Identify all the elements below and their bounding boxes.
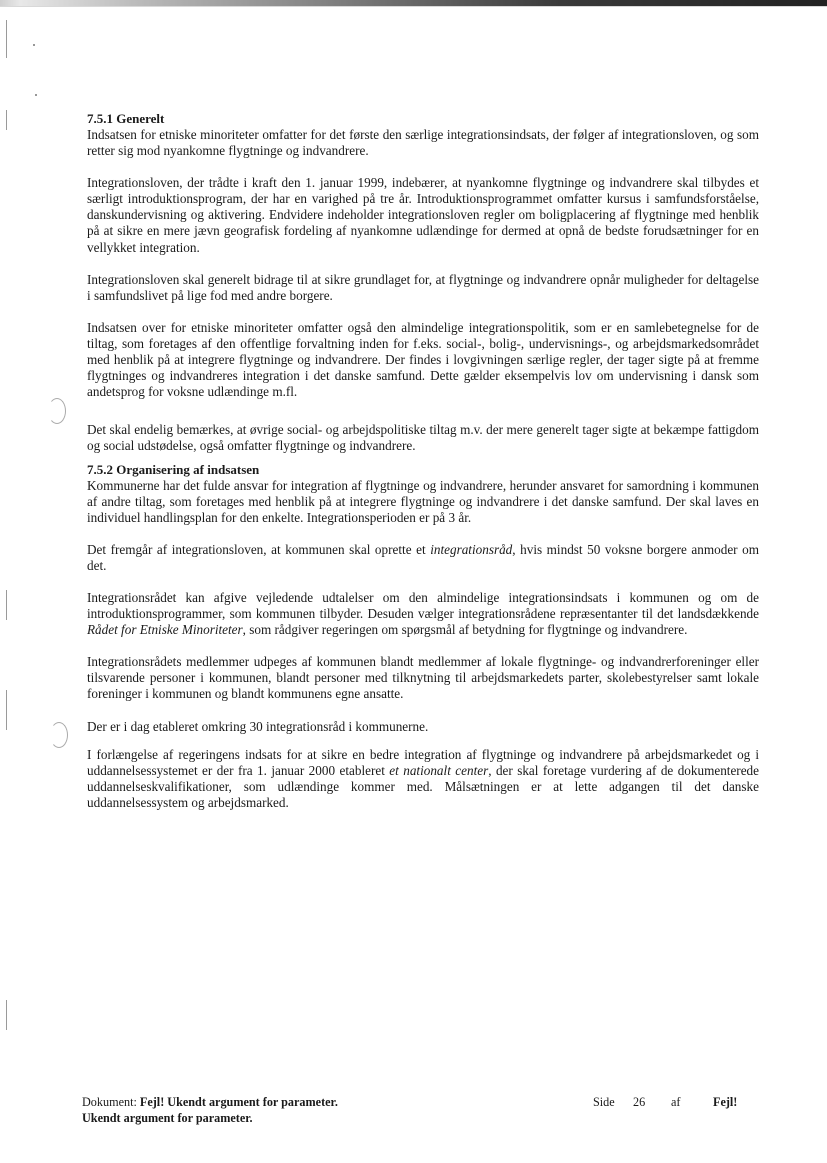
scan-left-edge-mark xyxy=(6,1000,7,1030)
paragraph: Integrationsrådets medlemmer udpeges af kommunen blandt medlemmer af lokale flygtninge- og indvandrerforeninger eller tilsvarende personer i kommunen, blandt personer med tilknytning til arbejdsmarkedets parter, skolebestyrelser samt lokale foreninger i kommunen og blandt kommunens egne ansatte. xyxy=(87,654,759,702)
emphasis-term: Rådet for Etniske Minoriteter xyxy=(87,622,243,638)
paragraph: Indsatsen for etniske minoriteter omfatter for det første den særlige integrationsindsats, der følger af integrationsloven, og som retter sig mod nyankomne flygtninge og indvandrere. xyxy=(87,127,759,159)
footer-field-error: Ukendt argument for parameter. xyxy=(82,1111,253,1125)
paragraph: Kommunerne har det fulde ansvar for integration af flygtninge og indvandrere, herunder ansvaret for samordning i kommunen af andre tiltag, som foretages med henblik på at integrere flygtninge og indvandrere i det danske samfund. Der skal laves en individuel handlingsplan for den enkelte. Integrationsperioden er på 3 år. xyxy=(87,477,759,525)
paragraph xyxy=(87,542,759,574)
footer-field-error: Fejl! Ukendt argument for parameter. xyxy=(139,1095,338,1109)
emphasis-term: et nationalt center xyxy=(389,762,489,778)
footer-document-field xyxy=(82,1094,412,1126)
footer-page-of: af xyxy=(671,1095,681,1109)
paragraph: Integrationsloven, der trådte i kraft den 1. januar 1999, indebærer, at nyankomne flygtninge og indvandrere skal tilbydes et særligt introduktionsprogram, der har en varighed på tre år. Introduktionsprogrammet omfatter kursus i samfundsforståelse, danskundervisning og aktivering. Endvidere indeholder integrationsloven regler om boligplacering af flygtninge med henblik på at sikre en mere jævn geografisk fordeling af nyankomne udlændinge for dermed at opnå de bedste forudsætninger for en vellykket integration. xyxy=(87,175,759,255)
document-body xyxy=(87,111,759,827)
text-run: , som rådgiver regeringen om spørgsmål af betydning for flygtninge og indvandrere. xyxy=(242,622,688,638)
section-heading: 7.5.1 Generelt xyxy=(87,111,165,126)
paragraph: Integrationsloven skal generelt bidrage til at sikre grundlaget for, at flygtninge og indvandrere opnår muligheder for deltagelse i samfundslivet på lige fod med andre borgere. xyxy=(87,271,759,303)
punch-hole-mark xyxy=(50,722,68,748)
scan-left-edge-mark xyxy=(6,690,7,730)
footer-page-number xyxy=(593,1094,737,1110)
scan-top-line xyxy=(0,6,827,7)
footer-page-total-error: Fejl! xyxy=(713,1095,738,1109)
scan-speck xyxy=(35,94,37,96)
scan-speck xyxy=(33,44,35,46)
section-heading: 7.5.2 Organisering af indsatsen xyxy=(87,461,260,477)
paragraph xyxy=(87,590,759,638)
text-run: I forlængelse af regeringens indsats for at sikre en bedre integration af flygtninge og indvandrere på arbejdsmarkedet og i uddannelsessystemet er der fra 1. januar 2000 etableret xyxy=(87,746,759,778)
paragraph xyxy=(87,747,759,811)
scan-left-edge-mark xyxy=(6,20,7,58)
text-run: , der skal foretage vurdering af de dokumenterede uddannelseskvalifikationer, som udlændinge kommer med. Målsætningen er at lette adgangen til det danske uddannelsessystem og arbejdsmarked. xyxy=(87,762,759,810)
footer-page-label: Side xyxy=(593,1095,615,1109)
emphasis-term: integrationsråd xyxy=(430,541,513,557)
paragraph: Der er i dag etableret omkring 30 integrationsråd i kommunerne. xyxy=(87,718,429,734)
scan-left-edge-mark xyxy=(6,110,7,130)
scan-left-edge-mark xyxy=(6,590,7,620)
footer-page-current: 26 xyxy=(633,1095,646,1109)
footer-document-label: Dokument: xyxy=(82,1095,140,1109)
text-run: Integrationsrådet kan afgive vejledende udtalelser om den almindelige integrationsindsats i kommunen og om de introduktionsprogrammer, som kommunen tilbyder. Desuden vælger integrationsrådene repræsentanter til det landsdækkende xyxy=(87,589,759,622)
text-run: , hvis mindst 50 voksne borgere anmoder om det. xyxy=(87,541,759,573)
punch-hole-mark xyxy=(48,398,66,424)
paragraph: Indsatsen over for etniske minoriteter omfatter også den almindelige integrationspolitik, som er en samlebetegnelse for de tiltag, som foretages af den offentlige forvaltning inden for f.eks. social-, bolig-, undervisnings-, og arbejdsmarkedsområdet med henblik på at integrere flygtninge og indvandrere. Der findes i lovgivningen særlige regler, der tager sigte på at fremme flygtninges og indvandreres integration i det danske samfund. Dette gælder eksempelvis lov om undervisning i dansk som andetsprog for voksne udlændinge m.fl. xyxy=(87,319,759,400)
paragraph: Det skal endelig bemærkes, at øvrige social- og arbejdspolitiske tiltag m.v. der mere generelt tager sigte at bekæmpe fattigdom og social udstødelse, også omfatter flygtninge og indvandrere. xyxy=(87,422,759,454)
text-run: Det fremgår af integrationsloven, at kommunen skal oprette et xyxy=(87,541,431,557)
